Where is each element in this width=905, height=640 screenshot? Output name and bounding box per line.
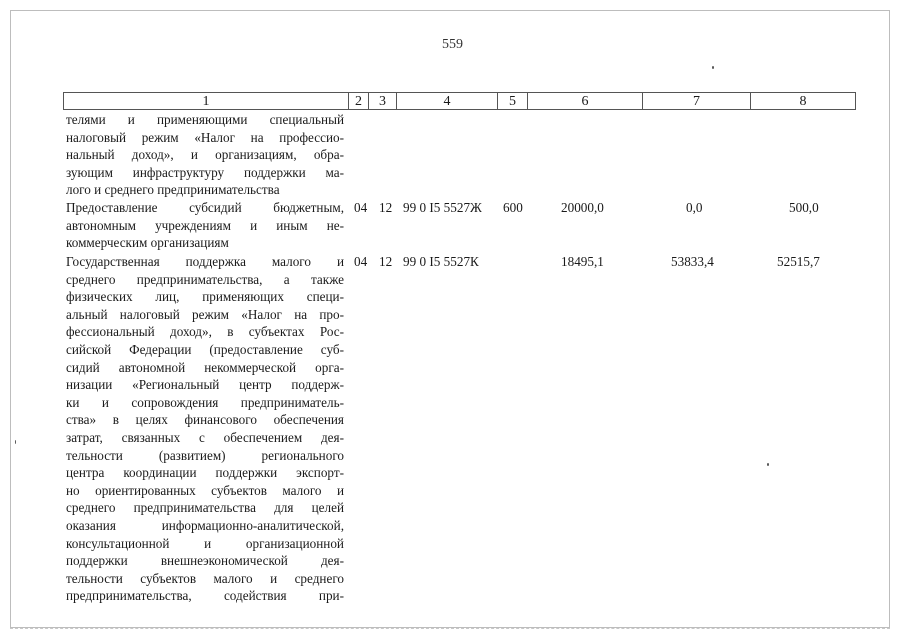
text-line: поддержки внешнеэкономической дея-	[66, 553, 344, 569]
text-line: консультационной и организационной	[66, 535, 344, 551]
text-line: налоговый режим «Налог на профессио-	[66, 129, 344, 145]
text-line: предпринимательства, содействия при-	[66, 588, 344, 604]
row1-col-6: 20000,0	[561, 200, 604, 215]
table-row-continuation-text	[66, 111, 344, 199]
text-line: среднего предпринимательства для целей	[66, 500, 344, 516]
scan-bottom-edge	[10, 628, 890, 630]
scan-speck	[712, 66, 714, 69]
header-col-7: 7	[642, 92, 750, 110]
text-line: низации «Региональный центр поддерж-	[66, 377, 344, 393]
text-line: среднего предпринимательства, а также	[66, 271, 344, 287]
text-line: тельности субъектов малого и среднего	[66, 570, 344, 586]
scan-speck	[15, 440, 16, 444]
row2-col-4: 99 0 I5 5527К	[403, 254, 479, 269]
table-row-state-support-text	[66, 253, 344, 605]
row2-col-3: 12	[379, 254, 393, 269]
text-line: но ориентированных субъектов малого и	[66, 482, 344, 498]
text-line: центра координации поддержки экспорт-	[66, 465, 344, 481]
text-line: тельности (развитием) регионального	[66, 447, 344, 463]
row2-col-8: 52515,7	[777, 254, 820, 269]
row1-col-4: 99 0 I5 5527Ж	[403, 200, 482, 215]
text-line: нальный доход», и организациям, обра-	[66, 147, 344, 163]
header-col-5: 5	[497, 92, 527, 110]
row1-col-3: 12	[379, 200, 393, 215]
text-line: физических лиц, применяющих специ-	[66, 289, 344, 305]
row1-col-2: 04	[354, 200, 368, 215]
table-row-subsidies-text	[66, 199, 344, 252]
table-header-row	[63, 92, 856, 110]
row2-col-7: 53833,4	[671, 254, 714, 269]
row1-col-8: 500,0	[789, 200, 819, 215]
page-number: 559	[442, 37, 463, 52]
header-col-4: 4	[396, 92, 497, 110]
text-line: затрат, связанных с обеспечением дея-	[66, 429, 344, 445]
text-line: лого и среднего предпринимательства	[66, 182, 280, 198]
text-line: ки и сопровождения предприниматель-	[66, 394, 344, 410]
row1-col-7: 0,0	[686, 200, 703, 215]
text-line: Государственная поддержка малого и	[66, 254, 344, 269]
row2-col-2: 04	[354, 254, 368, 269]
text-line: фессиональный доход», в субъектах Рос-	[66, 324, 344, 340]
text-line: ства» в целях финансового обеспечения	[66, 412, 344, 428]
text-line: коммерческим организациям	[66, 235, 229, 251]
header-col-2: 2	[348, 92, 368, 110]
scan-speck	[767, 463, 769, 466]
header-col-6: 6	[527, 92, 642, 110]
text-line: телями и применяющими специальный	[66, 112, 344, 127]
text-line: альный налоговый режим «Налог на про-	[66, 306, 344, 322]
header-col-8: 8	[750, 92, 856, 110]
row2-col-6: 18495,1	[561, 254, 604, 269]
header-col-1: 1	[63, 92, 348, 110]
header-col-3: 3	[368, 92, 396, 110]
text-line: сидий автономной некоммерческой орга-	[66, 359, 344, 375]
text-line: автономным учреждениям и иным не-	[66, 217, 344, 233]
text-line: сийской Федерации (предоставление суб-	[66, 341, 344, 357]
text-line: Предоставление субсидий бюджетным,	[66, 200, 344, 215]
text-line: зующим инфраструктуру поддержки ма-	[66, 164, 344, 180]
text-line: оказания информационно-аналитической,	[66, 517, 344, 533]
row1-col-5: 600	[503, 200, 523, 215]
